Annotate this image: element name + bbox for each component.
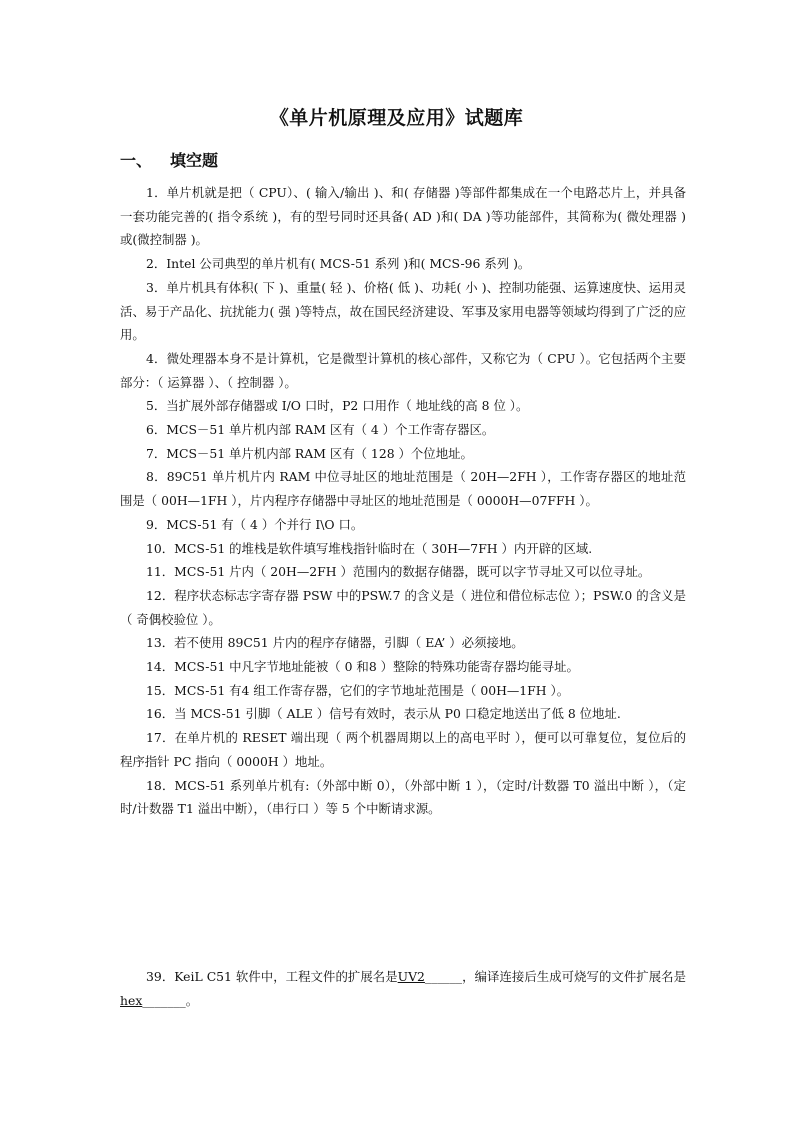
q39-answer-project-ext: UV2 bbox=[397, 969, 425, 984]
question-12: 12．程序状态标志字寄存器 PSW 中的PSW.7 的含义是（ 进位和借位标志位 ）；PSW.0 的含义是（ 奇偶校验位 ）。 bbox=[120, 587, 686, 627]
question-9: 9．MCS-51 有（ 4 ）个并行 I\O 口。 bbox=[146, 516, 364, 532]
page-title: 《单片机原理及应用》试题库 bbox=[269, 107, 524, 129]
q39-blank-1: ______ bbox=[424, 969, 463, 984]
question-18: 18．MCS-51 系列单片机有:（外部中断 0），（外部中断 1 ），（定时/计数器 T0 溢出中断 ），（定时/计数器 T1 溢出中断），（串行口 ）等 5 个中断请求源。 bbox=[120, 777, 686, 817]
question-17: 17．在单片机的 RESET 端出现（ 两个机器周期以上的高电平时 ），便可以可靠复位，复位后的程序指针 PC 指向（ 0000H ）地址。 bbox=[120, 730, 686, 769]
question-1: 1．单片机就是把（ CPU）、( 输入/输出 )、和( 存储器 )等部件都集成在一个电路芯片上，并具备一套功能完善的( 指令系统 )，有的型号同时还具备( AD )和( DA )等功能部件，其简称为( 微处理器 )或(微控制器 )。 bbox=[120, 185, 686, 248]
question-6: 6．MCS－51 单片机内部 RAM 区有（ 4 ）个工作寄存器区。 bbox=[146, 422, 495, 438]
question-7: 7．MCS－51 单片机内部 RAM 区有（ 128 ）个位地址。 bbox=[146, 445, 473, 461]
question-8: 8．89C51 单片机片内 RAM 中位寻址区的地址范围是（ 20H—2FH ），工作寄存器区的地址范围是（ 00H—1FH ），片内程序存储器中寻址区的地址范围是（ 0000H—07FFH ）。 bbox=[120, 469, 686, 509]
q39-text-after: 。 bbox=[185, 992, 199, 1008]
question-3: 3．单片机具有体积( 下 )、重量( 轻 )、价格( 低 )、功耗( 小 )、控制功能强、运算速度快、运用灵活、易于产品化、抗扰能力( 强 )等特点，故在国民经济建设、军事及家用电器等领域均得到了广泛的应用。 bbox=[120, 279, 686, 343]
question-5: 5．当扩展外部存储器或 I/O 口时，P2 口用作（ 地址线的高 8 位 ）。 bbox=[146, 398, 529, 414]
section-number: 一、 bbox=[120, 151, 153, 170]
section-label: 填空题 bbox=[170, 151, 219, 170]
question-13: 13．若不使用 89C51 片内的程序存储器，引脚（ EA’ ）必须接地。 bbox=[146, 635, 524, 651]
question-2: 2．Intel 公司典型的单片机有( MCS-51 系列 )和( MCS-96 系列 )。 bbox=[146, 256, 531, 272]
q39-answer-output-ext: hex bbox=[120, 992, 143, 1008]
q39-text-middle: ，编译连接后生成可烧写的文件扩展名是 bbox=[462, 969, 687, 984]
question-4: 4．微处理器本身不是计算机，它是微型计算机的核心部件，又称它为（ CPU ）。它包括两个主要部分：（ 运算器 ）、（ 控制器 ）。 bbox=[120, 350, 686, 390]
question-14: 14．MCS-51 中凡字节地址能被（ 0 和8 ）整除的特殊功能寄存器均能寻址。 bbox=[146, 659, 579, 675]
question-16: 16．当 MCS-51 引脚（ ALE ）信号有效时，表示从 P0 口稳定地送出了低 8 位地址. bbox=[146, 706, 621, 722]
question-11: 11．MCS-51 片内（ 20H—2FH ）范围内的数据存储器，既可以字节寻址又可以位寻址。 bbox=[146, 564, 651, 580]
question-15: 15．MCS-51 有4 组工作寄存器，它们的字节地址范围是（ 00H—1FH ）。 bbox=[146, 682, 570, 698]
section-heading bbox=[120, 148, 218, 171]
q39-text-before: 39．KeiL C51 软件中，工程文件的扩展名是 bbox=[146, 969, 398, 984]
question-39 bbox=[120, 965, 686, 1012]
q39-blank-2: _______ bbox=[142, 992, 186, 1008]
question-10: 10．MCS-51 的堆栈是软件填写堆栈指针临时在（ 30H—7FH ）内开辟的区域. bbox=[146, 540, 593, 556]
question-list bbox=[120, 181, 686, 821]
